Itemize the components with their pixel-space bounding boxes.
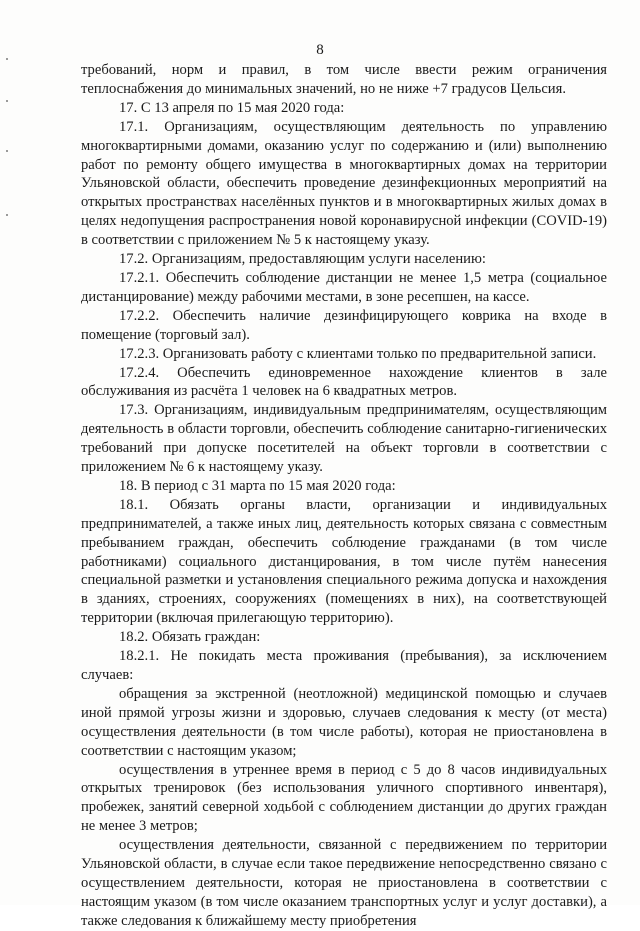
document-body <box>81 61 607 931</box>
paragraph-17-1: 17.1. Организациям, осуществляющим деятельность по управлению многоквартирными домами, оказанию услуг по содержанию и (или) выполнению работ по ремонту общего имущества в многоквартирных домах на территории Ульяновской области, обеспечить проведение дезинфекционных мероприятий на открытых пространствах населённых пунктов и в многоквартирных жилых домах в целях недопущения распространения новой коронавирусной инфекции (COVID-19) в соответствии с приложением № 5 к настоящему указу. <box>81 118 607 249</box>
paragraph-17-2-4: 17.2.4. Обеспечить единовременное нахождение клиентов в зале обслуживания из расчёта 1 человек на 6 квадратных метров. <box>81 364 607 400</box>
paragraph-17-2-1: 17.2.1. Обеспечить соблюдение дистанции не менее 1,5 метра (социальное дистанцирование) между рабочими местами, в зоне ресепшен, на кассе. <box>81 269 607 305</box>
paragraph-section-17: 17. С 13 апреля по 15 мая 2020 года: <box>119 99 345 116</box>
paragraph-17-3: 17.3. Организациям, индивидуальным предпринимателям, осуществляющим деятельность в области торговли, обеспечить соблюдение санитарно-гигиенических требований при допуске посетителей на объект торговли в соответствии с приложением № 6 к настоящему указу. <box>81 402 607 476</box>
paragraph-exception-medical: обращения за экстренной (неотложной) медицинской помощью и случаев иной прямой угрозы жизни и здоровью, случаев следования к месту (от места) осуществления деятельности (в том числе работы), которая не приостановлена в соответствии с настоящим указом; <box>81 685 607 759</box>
paragraph-exception-training: осуществления в утреннее время в период с 5 до 8 часов индивидуальных открытых тренировок (без использования уличного спортивного инвентаря), пробежек, занятий северной ходьбой с соблюдением дистанции до других граждан не менее 3 метров; <box>81 761 607 835</box>
scan-margin-mark <box>6 100 8 102</box>
paragraph-section-18: 18. В период с 31 марта по 15 мая 2020 года: <box>119 477 396 494</box>
paragraph-18-2: 18.2. Обязать граждан: <box>119 629 261 646</box>
scan-margin-mark <box>6 150 8 152</box>
paragraph-17-2-2: 17.2.2. Обеспечить наличие дезинфицирующего коврика на входе в помещение (торговый зал). <box>81 307 607 343</box>
scan-margin-mark <box>6 214 8 216</box>
paragraph-18-1: 18.1. Обязать органы власти, организации и индивидуальных предпринимателей, а также иных лиц, деятельность которых связана с совместным пребыванием граждан, обеспечить соблюдение гражданами (в том числе работниками) социального дистанцирования, в том числе путём нанесения специальной разметки и установления специального режима допуска и нахождения в зданиях, строениях, сооружениях (помещениях в них), на соответствующей территории (включая прилегающую территорию). <box>81 496 607 627</box>
paragraph-17-2: 17.2. Организациям, предоставляющим услуги населению: <box>119 251 486 268</box>
paragraph-exception-travel: осуществления деятельности, связанной с передвижением по территории Ульяновской области, в случае если такое передвижение непосредственно связано с осуществлением деятельности, которая не приостановлена в соответствии с настоящим указом (в том числе оказанием транспортных услуг и услуг доставки), а также следования к ближайшему месту приобретения <box>81 837 607 929</box>
paragraph-continuation: требований, норм и правил, в том числе ввести режим ограничения теплоснабжения до минимальных значений, но не ниже +7 градусов Цельсия. <box>81 62 607 97</box>
paragraph-18-2-1: 18.2.1. Не покидать места проживания (пребывания), за исключением случаев: <box>81 648 607 683</box>
paragraph-17-2-3: 17.2.3. Организовать работу с клиентами только по предварительной записи. <box>119 345 597 362</box>
scan-margin-mark <box>6 58 8 60</box>
page-number: 8 <box>316 42 324 58</box>
